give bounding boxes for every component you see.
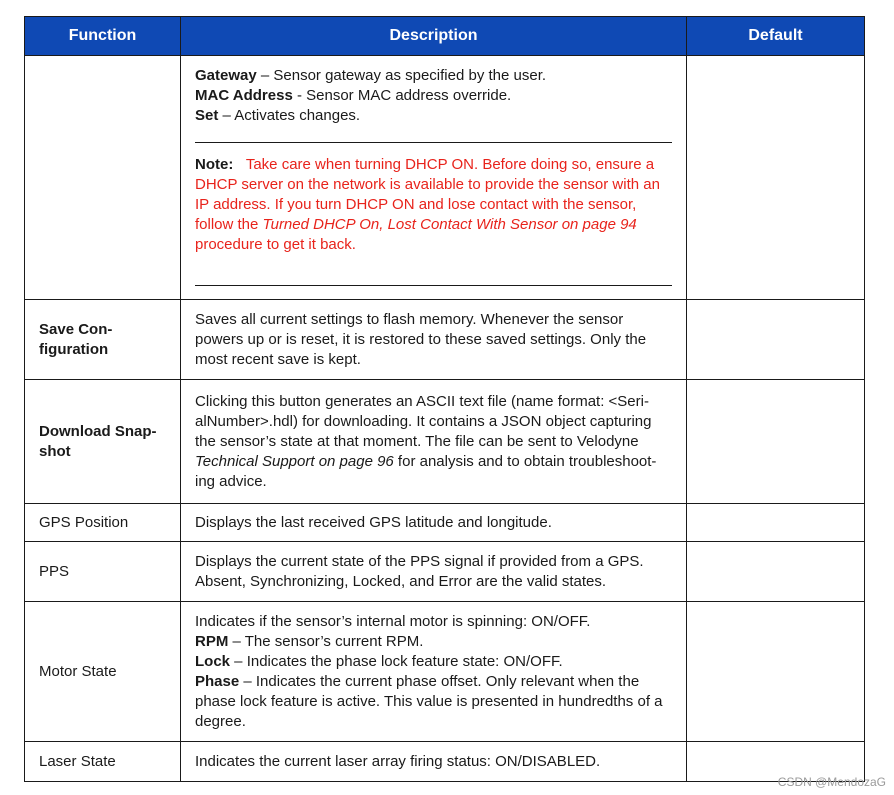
default-cell (687, 56, 865, 300)
snapshot-text-end: for analysis and to obtain troubleshoot-ing advice. (195, 452, 657, 490)
default-cell (687, 602, 865, 742)
function-cell: Download Snap-shot (25, 380, 181, 504)
spec-table (24, 16, 865, 782)
note-end: procedure to get it back. (195, 236, 356, 253)
table-row (25, 542, 865, 602)
note-label: Note: (195, 156, 234, 173)
function-cell: Motor State (25, 602, 181, 742)
note-text: Take care when turning DHCP ON. Before doing so, ensure a DHCP server on the network is available to provide the sensor with an IP address. If you turn DHCP ON and lose contact with the sensor, follow the (195, 156, 660, 233)
table-row (25, 602, 865, 742)
default-cell (687, 300, 865, 380)
default-cell (687, 504, 865, 542)
function-cell: PPS (25, 542, 181, 602)
rpm-text: – The sensor’s current RPM. (228, 632, 424, 650)
default-cell (687, 542, 865, 602)
table-row (25, 380, 865, 504)
description-cell: Indicates the current laser array firing status: ON/DISABLED. (181, 742, 687, 782)
function-cell (25, 56, 181, 300)
description-cell (181, 56, 687, 300)
mac-term: MAC Address (195, 87, 293, 104)
header-default: Default (687, 17, 865, 56)
table-row (25, 504, 865, 542)
default-cell (687, 380, 865, 504)
phase-text: – Indicates the current phase offset. Only relevant when the phase lock feature is active. This value is presented in hundredths of a degree. (195, 672, 663, 730)
divider (195, 285, 672, 286)
description-cell (181, 380, 687, 504)
table-row (25, 300, 865, 380)
description-cell (181, 602, 687, 742)
divider (195, 142, 672, 143)
function-cell: GPS Position (25, 504, 181, 542)
header-description: Description (181, 17, 687, 56)
table-row (25, 56, 865, 300)
table-row (25, 742, 865, 782)
note-block (195, 155, 672, 255)
description-cell: Saves all current settings to flash memory. Whenever the sensor powers up or is reset, it is restored to these saved settings. Only the most recent save is kept. (181, 300, 687, 380)
phase-term: Phase (195, 672, 240, 690)
description-cell: Displays the current state of the PPS signal if provided from a GPS. Absent, Synchronizing, Locked, and Error are the valid states. (181, 542, 687, 602)
watermark: CSDN @MendozaG (777, 775, 886, 789)
note-link[interactable]: Turned DHCP On, Lost Contact With Sensor on page 94 (262, 216, 637, 233)
rpm-term: RPM (195, 632, 229, 650)
support-link[interactable]: Technical Support on page 96 (195, 452, 394, 470)
description-cell: Displays the last received GPS latitude and longitude. (181, 504, 687, 542)
lock-term: Lock (195, 652, 231, 670)
function-cell: Laser State (25, 742, 181, 782)
gateway-term: Gateway (195, 67, 257, 84)
motor-line: Indicates if the sensor’s internal motor is spinning: ON/OFF. (195, 612, 591, 630)
mac-text: - Sensor MAC address override. (292, 87, 512, 104)
lock-text: – Indicates the phase lock feature state: ON/OFF. (230, 652, 563, 670)
header-function: Function (25, 17, 181, 56)
snapshot-text: Clicking this button generates an ASCII text file (name format: <Seri-alNumber>.hdl) for downloading. It contains a JSON object capturing the sensor’s state at that moment. The file can be sent to Velodyne (195, 392, 652, 450)
function-cell: Save Con-figuration (25, 300, 181, 380)
set-term: Set (195, 107, 219, 124)
header-row (25, 17, 865, 56)
set-text: – Activates changes. (218, 107, 361, 124)
gateway-text: – Sensor gateway as specified by the user. (256, 67, 547, 84)
